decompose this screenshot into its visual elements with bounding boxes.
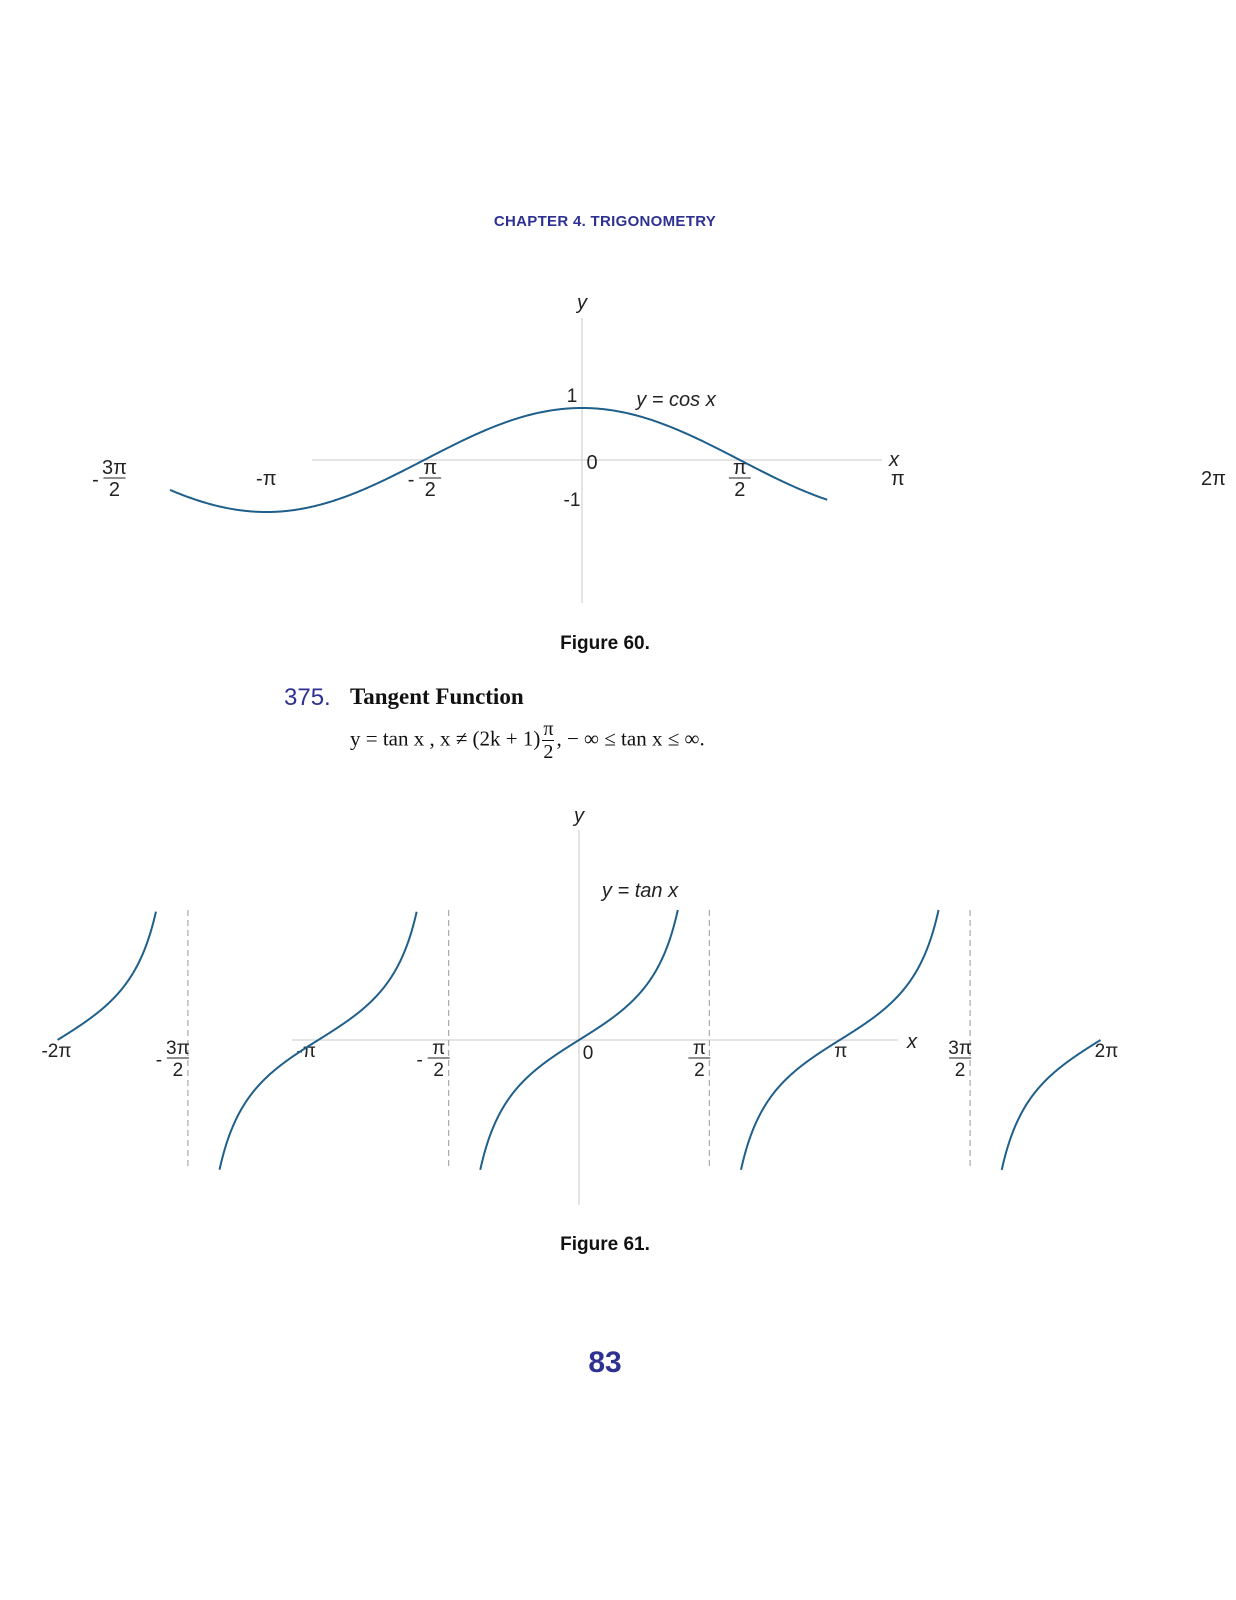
fraction-denominator: 2: [543, 741, 554, 763]
figure-61-caption: Figure 61.: [560, 1234, 650, 1255]
formula-part-1: y = tan x , x ≠ (2k + 1): [350, 726, 541, 751]
x-tick-label-3-num: π: [432, 1038, 446, 1059]
x-tick-label-0-den: 2: [108, 479, 121, 501]
x-tick-label-7-num: 3π: [948, 1038, 972, 1059]
x-tick-label-2: -π: [296, 1041, 316, 1062]
x-tick-label-8: 2π: [1094, 1041, 1119, 1062]
x-tick-label-2-sign: -: [407, 469, 415, 491]
figure-61-axes: [292, 830, 898, 1205]
x-tick-label-3-sign: -: [416, 1050, 423, 1071]
section-number: 375.: [284, 684, 331, 711]
x-tick-label-1-num: 3π: [166, 1038, 190, 1059]
section-title: Tangent Function: [350, 684, 524, 709]
x-tick-label-5-den: 2: [694, 1060, 705, 1081]
x-tick-label-5: π: [890, 468, 905, 490]
x-tick-label-1: -π: [256, 468, 277, 490]
tangent-branch-1: [220, 912, 417, 1170]
chapter-header: CHAPTER 4. TRIGONOMETRY: [493, 213, 717, 230]
x-tick-label-0-num: 3π: [101, 457, 127, 479]
fraction-numerator: π: [543, 718, 554, 740]
curve-label: y = tan x: [601, 880, 679, 902]
page-number: 83: [588, 1346, 622, 1379]
x-tick-label-7-den: 2: [954, 1060, 966, 1081]
x-tick-label-4-den: 2: [734, 479, 746, 501]
x-tick-label-0-sign: -: [92, 469, 99, 491]
curve-label: y = cos x: [636, 389, 716, 411]
y-axis-label: y: [574, 805, 584, 827]
y-tick-label-0: 1: [566, 386, 578, 407]
x-tick-label-1-sign: -: [155, 1050, 163, 1071]
x-tick-label-2-num: π: [423, 457, 438, 479]
tangent-branch-0: [58, 912, 156, 1040]
x-tick-label-2-den: 2: [424, 479, 436, 501]
x-tick-label-0: -2π: [41, 1041, 72, 1062]
x-tick-label-zero: 0: [586, 452, 598, 474]
x-axis-label: x: [889, 449, 899, 471]
tangent-branch-4: [1002, 1040, 1101, 1170]
x-tick-label-6: π: [834, 1041, 848, 1062]
x-tick-label-1-den: 2: [172, 1060, 184, 1081]
figure-60-caption: Figure 60.: [560, 633, 650, 654]
y-tick-label-1: -1: [563, 490, 581, 511]
y-axis-label: y: [577, 292, 587, 314]
x-tick-label-5-num: π: [692, 1038, 706, 1059]
x-tick-label-6: 2π: [1201, 468, 1226, 490]
x-tick-label-zero: 0: [582, 1043, 594, 1064]
x-tick-label-4-num: π: [732, 457, 747, 479]
formula-part-2: , − ∞ ≤ tan x ≤ ∞.: [556, 726, 705, 751]
x-tick-label-3-den: 2: [433, 1060, 444, 1081]
x-axis-label: x: [907, 1031, 917, 1053]
